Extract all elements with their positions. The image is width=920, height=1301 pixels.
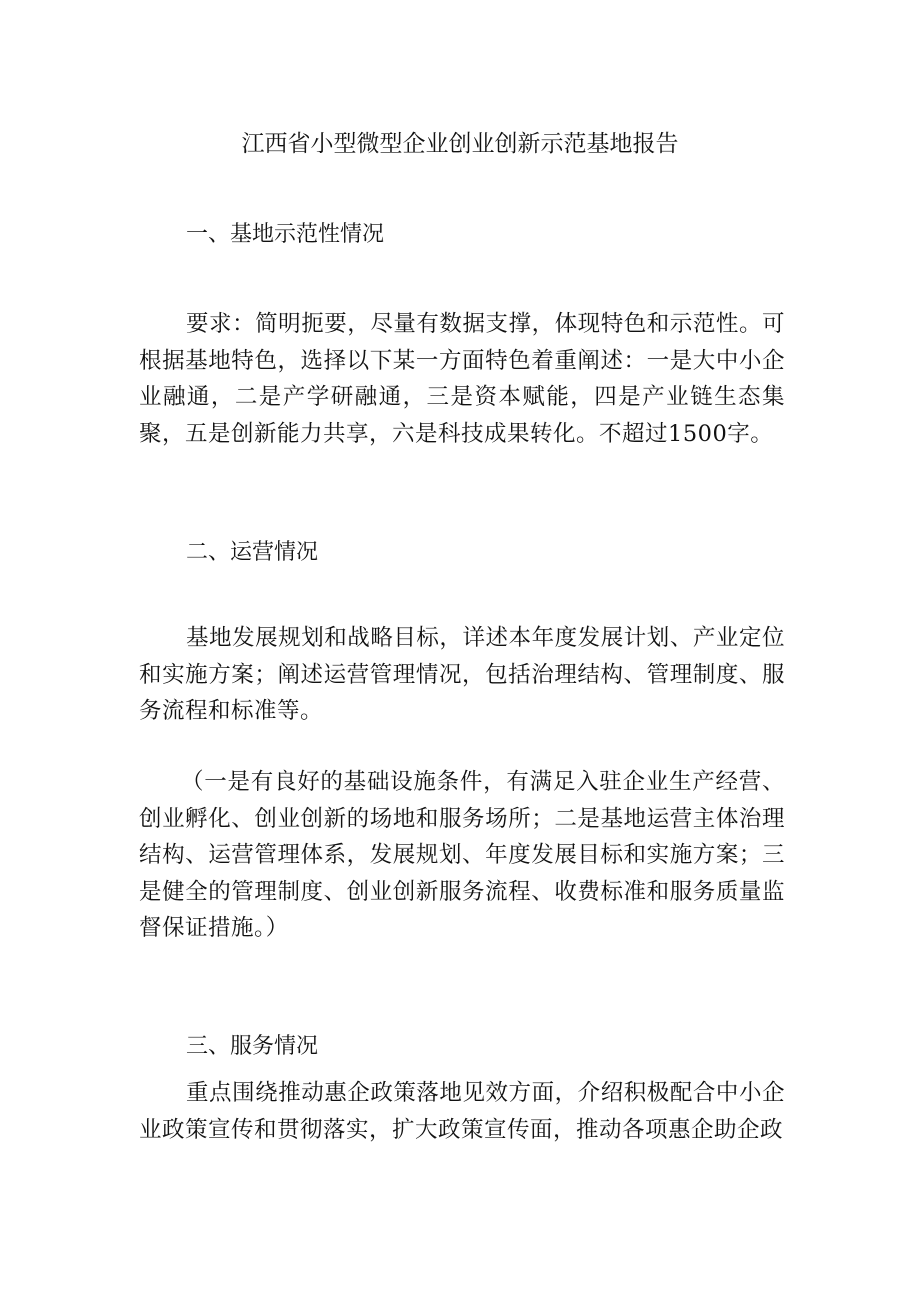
document-title: 江西省小型微型企业创业创新示范基地报告 <box>241 131 679 157</box>
section-3-paragraph-1: 重点围绕推动惠企政策落地见效方面，介绍积极配合中小企业政策宣传和贯彻落实，扩大政策宣传面，推动各项惠企助企政 <box>139 1080 785 1143</box>
section-heading-2: 二、运营情况 <box>186 540 319 565</box>
section-1-paragraph-1: 要求：简明扼要，尽量有数据支撑，体现特色和示范性。可根据基地特色，选择以下某一方面特色着重阐述：一是大中小企业融通，二是产学研融通，三是资本赋能，四是产业链生态集聚，五是创新能力共享，六是科技成果转化。不超过1500字。 <box>139 311 785 447</box>
section-2-paragraph-2: （一是有良好的基础设施条件，有满足入驻企业生产经营、创业孵化、创业创新的场地和服务场所；二是基地运营主体治理结构、运营管理体系，发展规划、年度发展目标和实施方案；三是健全的管理制度、创业创新服务流程、收费标准和服务质量监督保证措施。） <box>139 769 785 941</box>
section-2-paragraph-1: 基地发展规划和战略目标，详述本年度发展计划、产业定位和实施方案；阐述运营管理情况，包括治理结构、管理制度、服务流程和标准等。 <box>139 625 785 724</box>
section-heading-3: 三、服务情况 <box>186 1034 319 1059</box>
section-heading-1: 一、基地示范性情况 <box>186 222 385 247</box>
